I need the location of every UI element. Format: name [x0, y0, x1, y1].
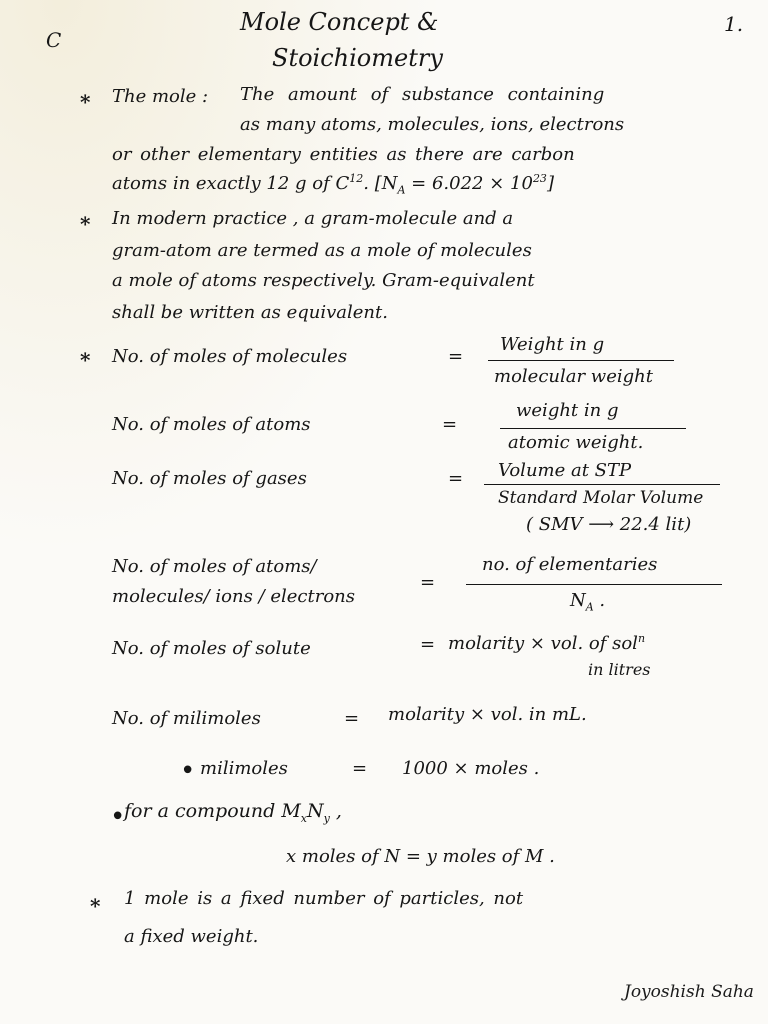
molecules-formula-equals: = [448, 346, 464, 367]
avogadro-subscript: A [397, 183, 406, 197]
atoms-formula-equals: = [442, 414, 458, 435]
millimoles-formula-rhs: molarity × vol. in mL. [388, 704, 587, 725]
avogadro-value: = 6.022 × 10 [405, 173, 533, 194]
molecules-fraction-bar [488, 360, 674, 361]
particles-formula-lhs-2: molecules/ ions / electrons [112, 586, 355, 607]
compound-note-line-1-text: for a compound M [124, 800, 301, 822]
solute-formula-equals: = [420, 634, 436, 655]
avogadro-symbol-subscript: A [585, 600, 594, 614]
avogadro-symbol: N [570, 590, 586, 611]
avogadro-exponent: 23 [532, 172, 547, 185]
carbon-isotope-superscript: 12 [349, 172, 364, 185]
compound-subscript-x: x [300, 811, 308, 825]
solute-formula-rhs-line-2: in litres [588, 660, 651, 679]
millimoles-note-rhs: 1000 × moles . [402, 758, 540, 779]
particles-formula-equals: = [420, 572, 436, 593]
margin-letter: C [46, 28, 62, 52]
molecules-formula-lhs: No. of moles of molecules [112, 346, 348, 367]
mole-definition-line-4-text: atoms in exactly 12 g of C [112, 173, 350, 194]
bullet-millimoles-note: • [180, 756, 196, 786]
page-number: 1. [724, 12, 744, 36]
compound-symbol-n: N [307, 800, 324, 822]
fixed-number-line-2: a fixed weight. [124, 926, 259, 947]
mole-definition-line-4 [112, 172, 554, 197]
millimoles-formula-lhs: No. of milimoles [112, 708, 261, 729]
solute-formula-lhs: No. of moles of solute [112, 638, 311, 659]
atoms-formula-numerator: weight in g [516, 400, 619, 421]
molecules-formula-numerator: Weight in g [500, 334, 605, 355]
molecules-formula-denominator: molecular weight [494, 366, 653, 387]
compound-note-line-1 [124, 800, 342, 825]
compound-note-line-1-tail: , [329, 800, 342, 822]
solute-formula-rhs-text: molarity × vol. of sol [448, 633, 638, 654]
bullet-compound-note: • [110, 802, 126, 832]
mole-definition-term: The mole : [112, 86, 209, 107]
atoms-fraction-bar [500, 428, 686, 429]
fixed-number-line-1: 1 mole is a fixed number of particles, not [124, 888, 524, 909]
avogadro-close: ] [546, 173, 554, 194]
compound-subscript-y: y [323, 811, 330, 825]
bullet-modern-practice: * [80, 212, 91, 236]
modern-practice-line-3: a mole of atoms respectively. Gram-equivalent [112, 270, 535, 291]
modern-practice-line-4: shall be written as equivalent. [112, 302, 388, 323]
mole-definition-line-2: as many atoms, molecules, ions, electrons [240, 114, 625, 135]
mole-definition-line-1: The amount of substance containing [240, 84, 605, 105]
gases-formula-numerator: Volume at STP [498, 460, 632, 481]
avogadro-label: . [N [363, 173, 398, 194]
solute-formula-rhs [448, 632, 645, 654]
bullet-formulas: * [80, 348, 91, 372]
solution-superscript: n [637, 632, 646, 645]
modern-practice-line-1: In modern practice , a gram-molecule and a [112, 208, 514, 229]
millimoles-note-lhs: milimoles [200, 758, 288, 779]
modern-practice-line-2: gram-atom are termed as a mole of molecules [112, 240, 532, 261]
atoms-formula-denominator: atomic weight. [508, 432, 644, 453]
author-signature: Joyoshish Saha [624, 982, 754, 1002]
page-title-line-1: Mole Concept & [240, 8, 439, 36]
gases-formula-lhs: No. of moles of gases [112, 468, 307, 489]
particles-fraction-bar [466, 584, 722, 585]
mole-definition-line-3: or other elementary entities as there are carbon [112, 144, 575, 165]
millimoles-formula-equals: = [344, 708, 360, 729]
particles-formula-denominator [570, 590, 605, 614]
bullet-fixed-number: * [90, 894, 101, 918]
particles-formula-numerator: no. of elementaries [482, 554, 658, 575]
gases-formula-denominator: Standard Molar Volume [498, 488, 704, 508]
smv-note: ( SMV ⟶ 22.4 lit) [526, 514, 692, 535]
compound-note-line-2: x moles of N = y moles of M . [286, 846, 555, 867]
gases-formula-equals: = [448, 468, 464, 489]
particles-denominator-tail: . [593, 590, 606, 611]
bullet-mole-definition: * [80, 90, 91, 114]
millimoles-note-equals: = [352, 758, 368, 779]
page-title-line-2: Stoichiometry [272, 44, 443, 72]
gases-fraction-bar [484, 484, 720, 485]
particles-formula-lhs-1: No. of moles of atoms/ [112, 556, 317, 577]
atoms-formula-lhs: No. of moles of atoms [112, 414, 311, 435]
